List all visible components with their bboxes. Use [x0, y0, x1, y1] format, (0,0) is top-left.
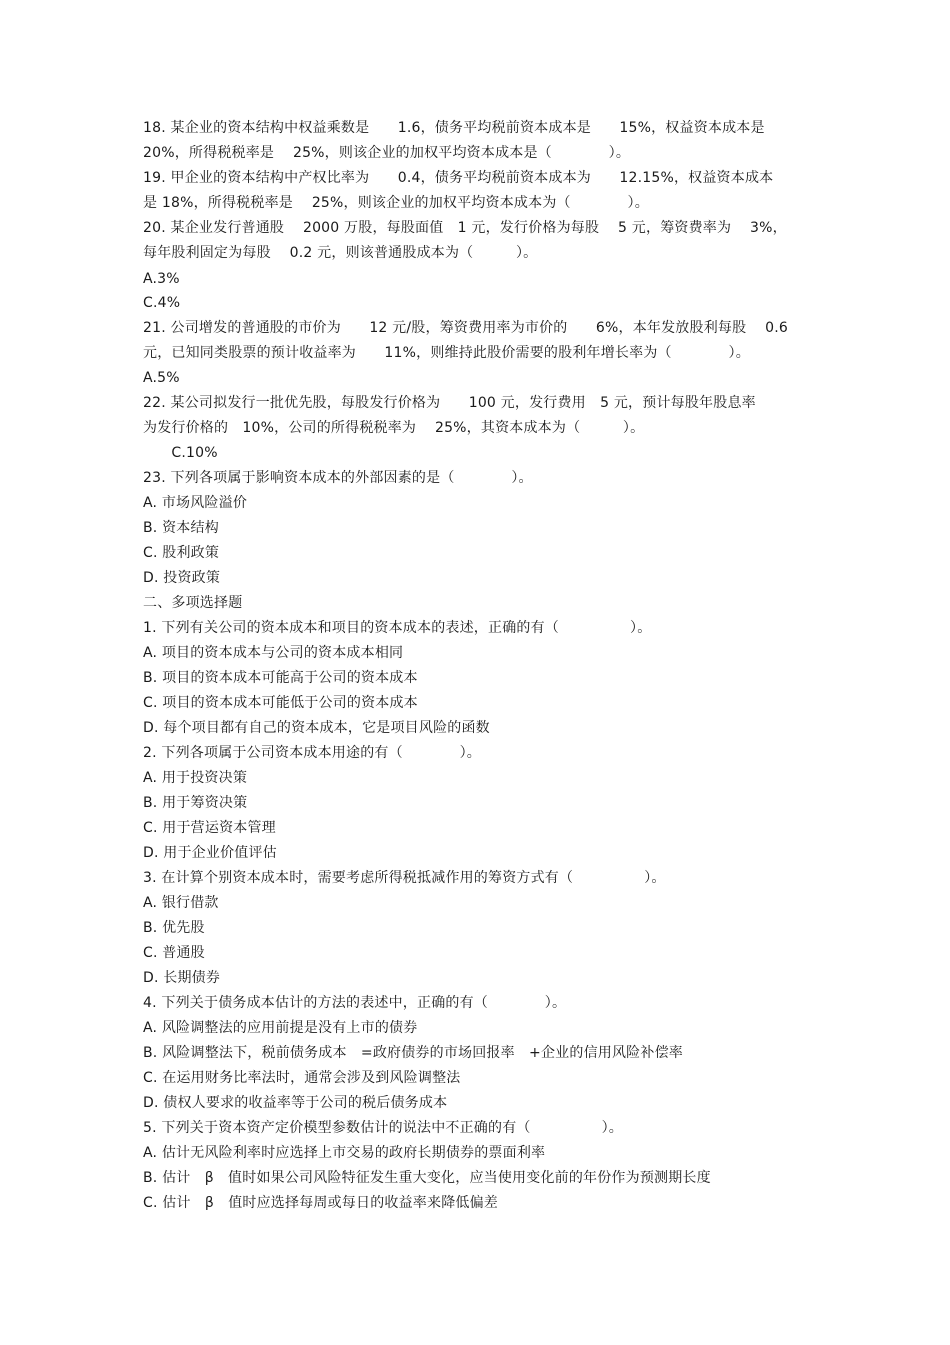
text-line: 元，已知同类股票的预计收益率为 11%，则维持此股价需要的股利年增长率为（ ）。: [143, 345, 750, 361]
text-line: C. 普通股: [143, 945, 205, 961]
text-line: 23. 下列各项属于影响资本成本的外部因素的是（ ）。: [143, 470, 533, 486]
text-line: A. 项目的资本成本与公司的资本成本相同: [143, 645, 404, 661]
text-line: 18. 某企业的资本结构中权益乘数是 1.6，债务平均税前资本成本是 15%，权益资本成本是: [143, 120, 765, 136]
text-line: B. 风险调整法下，税前债务成本 =政府债券的市场回报率 +企业的信用风险补偿率: [143, 1045, 683, 1061]
text-line: A. 银行借款: [143, 895, 219, 911]
text-line: A. 风险调整法的应用前提是没有上市的债券: [143, 1020, 418, 1036]
text-line: B. 项目的资本成本可能高于公司的资本成本: [143, 670, 418, 686]
text-line: 2. 下列各项属于公司资本成本用途的有（ ）。: [143, 745, 482, 761]
text-line: C. 在运用财务比率法时，通常会涉及到风险调整法: [143, 1070, 461, 1086]
text-line: D. 长期债券: [143, 970, 221, 986]
text-line: C. 估计 β 值时应选择每周或每日的收益率来降低偏差: [143, 1195, 499, 1211]
text-line: A. 估计无风险利率时应选择上市交易的政府长期债券的票面利率: [143, 1145, 546, 1161]
text-line: 3. 在计算个别资本成本时，需要考虑所得税抵减作用的筹资方式有（ ）。: [143, 870, 666, 886]
text-line: C.10%: [143, 445, 218, 461]
text-line: C. 用于营运资本管理: [143, 820, 276, 836]
text-line: 为发行价格的 10%，公司的所得税税率为 25%，其资本成本为（ ）。: [143, 420, 645, 436]
section-heading: 二、多项选择题: [143, 595, 243, 611]
text-line: D. 用于企业价值评估: [143, 845, 277, 861]
text-line: 22. 某公司拟发行一批优先股，每股发行价格为 100 元，发行费用 5 元，预计每股年股息率: [143, 395, 756, 411]
text-line: B. 资本结构: [143, 520, 219, 536]
text-line: C. 项目的资本成本可能低于公司的资本成本: [143, 695, 418, 711]
text-line: 21. 公司增发的普通股的市价为 12 元/股，筹资费用率为市价的 6%，本年发放股利每股 0.6: [143, 320, 789, 336]
text-line: C. 股利政策: [143, 545, 220, 561]
text-line: A. 用于投资决策: [143, 770, 248, 786]
text-line: 19. 甲企业的资本结构中产权比率为 0.4，债务平均税前资本成本为 12.15%，权益资本成本: [143, 170, 774, 186]
text-line: 1. 下列有关公司的资本成本和项目的资本成本的表述，正确的有（ ）。: [143, 620, 652, 636]
text-line: 20. 某企业发行普通股 2000 万股，每股面值 1 元，发行价格为每股 5 元，筹资费率为 3%，: [143, 220, 787, 236]
text-line: B. 优先股: [143, 920, 205, 936]
text-line: C.4%: [143, 295, 181, 311]
text-line: 每年股利固定为每股 0.2 元，则该普通股成本为（ ）。: [143, 245, 538, 261]
text-line: A.5%: [143, 370, 180, 386]
text-line: A. 市场风险溢价: [143, 495, 248, 511]
text-line: 5. 下列关于资本资产定价模型参数估计的说法中不正确的有（ ）。: [143, 1120, 624, 1136]
text-line: 20%，所得税税率是 25%，则该企业的加权平均资本成本是（ ）。: [143, 145, 631, 161]
text-line: D. 每个项目都有自己的资本成本，它是项目风险的函数: [143, 720, 490, 736]
text-line: A.3%: [143, 271, 180, 287]
text-line: B. 估计 β 值时如果公司风险特征发生重大变化，应当使用变化前的年份作为预测期长度: [143, 1170, 711, 1186]
text-line: 是 18%，所得税税率是 25%，则该企业的加权平均资本成本为（ ）。: [143, 195, 649, 211]
text-line: D. 投资政策: [143, 570, 221, 586]
text-line: D. 债权人要求的收益率等于公司的税后债务成本: [143, 1095, 448, 1111]
text-line: 4. 下列关于债务成本估计的方法的表述中，正确的有（ ）。: [143, 995, 567, 1011]
text-line: B. 用于筹资决策: [143, 795, 248, 811]
